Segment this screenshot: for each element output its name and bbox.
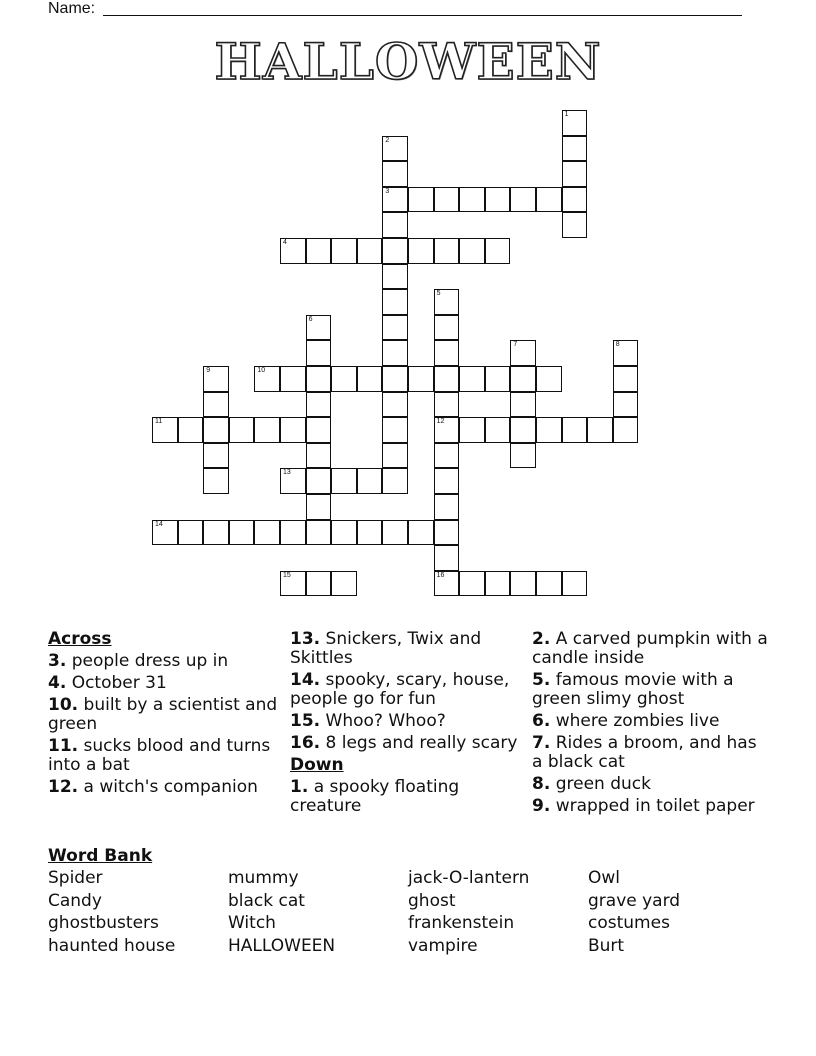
grid-cell[interactable] bbox=[613, 392, 639, 418]
puzzle-title: HALLOWEEN bbox=[214, 32, 602, 91]
grid-cell[interactable] bbox=[510, 366, 536, 392]
word-bank-item: haunted house bbox=[48, 935, 176, 956]
grid-cell[interactable] bbox=[434, 392, 460, 418]
clue-across-10: 10. built by a scientist and green bbox=[48, 695, 278, 734]
grid-cell[interactable] bbox=[178, 520, 204, 546]
grid-cell[interactable] bbox=[434, 366, 460, 392]
grid-cell[interactable] bbox=[306, 238, 332, 264]
grid-cell[interactable] bbox=[408, 366, 434, 392]
grid-cell[interactable] bbox=[382, 443, 408, 469]
grid-cell[interactable] bbox=[510, 340, 536, 366]
grid-cell[interactable] bbox=[306, 340, 332, 366]
clue-across-3: 3. people dress up in bbox=[48, 651, 229, 671]
grid-cell[interactable] bbox=[382, 161, 408, 187]
grid-cell[interactable] bbox=[331, 571, 357, 597]
word-bank-item: frankenstein bbox=[408, 913, 515, 933]
grid-cell[interactable] bbox=[306, 494, 332, 520]
grid-cell[interactable] bbox=[254, 366, 280, 392]
across-heading: Across bbox=[48, 629, 112, 649]
clue-down-2: 2. A carved pumpkin with a candle inside bbox=[532, 629, 768, 668]
grid-cell[interactable] bbox=[510, 187, 536, 213]
word-bank-item: jack-O-lantern bbox=[408, 868, 530, 888]
grid-cell[interactable] bbox=[434, 289, 460, 315]
grid-cell[interactable] bbox=[203, 366, 229, 392]
grid-cell[interactable] bbox=[434, 315, 460, 341]
word-bank-item: Witch bbox=[228, 913, 276, 933]
grid-cell[interactable] bbox=[382, 340, 408, 366]
grid-cell[interactable] bbox=[562, 110, 588, 136]
clue-down-5: 5. famous movie with a green slimy ghost bbox=[532, 670, 734, 709]
grid-cell[interactable] bbox=[306, 366, 332, 392]
clue-across-15: 15. Whoo? Whoo? bbox=[290, 711, 446, 731]
grid-cell[interactable] bbox=[485, 571, 511, 597]
word-bank-column-3 bbox=[408, 867, 529, 957]
clue-across-11: 11. sucks blood and turns into a bat bbox=[48, 736, 271, 775]
clues-column-3 bbox=[532, 630, 772, 819]
grid-cell[interactable] bbox=[280, 238, 306, 264]
clue-number: 8 bbox=[615, 341, 620, 349]
clue-number: 12 bbox=[436, 418, 445, 426]
grid-cell[interactable] bbox=[434, 545, 460, 571]
clue-down-1: 1. a spooky floating creature bbox=[290, 777, 460, 816]
grid-cell[interactable] bbox=[382, 238, 408, 264]
grid-cell[interactable] bbox=[562, 571, 588, 597]
name-label: Name: bbox=[48, 0, 96, 17]
grid-cell[interactable] bbox=[280, 417, 306, 443]
grid-cell[interactable] bbox=[434, 417, 460, 443]
clue-down-6: 6. where zombies live bbox=[532, 711, 720, 731]
grid-cell[interactable] bbox=[306, 417, 332, 443]
grid-cell[interactable] bbox=[562, 187, 588, 213]
grid-cell[interactable] bbox=[613, 340, 639, 366]
grid-cell[interactable] bbox=[510, 571, 536, 597]
grid-cell[interactable] bbox=[459, 238, 485, 264]
grid-cell[interactable] bbox=[485, 238, 511, 264]
grid-cell[interactable] bbox=[434, 468, 460, 494]
word-bank-item: grave yard bbox=[588, 890, 681, 911]
grid-cell[interactable] bbox=[280, 468, 306, 494]
clue-number: 1 bbox=[564, 111, 569, 118]
word-bank-item: ghostbusters bbox=[48, 913, 159, 933]
clue-number: 5 bbox=[436, 290, 441, 298]
grid-cell[interactable] bbox=[408, 187, 434, 213]
grid-cell[interactable] bbox=[229, 520, 255, 546]
grid-cell[interactable] bbox=[510, 392, 536, 418]
grid-cell[interactable] bbox=[536, 417, 562, 443]
grid-cell[interactable] bbox=[306, 520, 332, 546]
word-bank-item: HALLOWEEN bbox=[228, 935, 336, 956]
grid-cell[interactable] bbox=[382, 366, 408, 392]
word-bank-item: black cat bbox=[228, 890, 305, 911]
word-bank-item: vampire bbox=[408, 935, 478, 956]
clue-number: 11 bbox=[155, 418, 163, 426]
word-bank-column-2 bbox=[228, 867, 335, 957]
grid-cell[interactable] bbox=[434, 494, 460, 520]
clue-number: 2 bbox=[385, 136, 390, 144]
word-bank-item: ghost bbox=[408, 890, 456, 911]
clue-across-12: 12. a witch's companion bbox=[48, 777, 258, 797]
grid-cell[interactable] bbox=[280, 520, 306, 546]
word-bank-item: mummy bbox=[228, 868, 299, 888]
grid-cell[interactable] bbox=[613, 417, 639, 443]
grid-cell[interactable] bbox=[434, 571, 460, 597]
clue-number: 15 bbox=[283, 571, 291, 579]
grid-cell[interactable] bbox=[485, 187, 511, 213]
grid-cell[interactable] bbox=[254, 520, 280, 546]
grid-cell[interactable] bbox=[382, 520, 408, 546]
grid-cell[interactable] bbox=[485, 366, 511, 392]
grid-cell[interactable] bbox=[280, 571, 306, 597]
grid-cell[interactable] bbox=[536, 187, 562, 213]
grid-cell[interactable] bbox=[382, 315, 408, 341]
grid-cell[interactable] bbox=[536, 366, 562, 392]
grid-cell[interactable] bbox=[331, 238, 357, 264]
clue-across-4: 4. October 31 bbox=[48, 673, 167, 693]
grid-cell[interactable] bbox=[434, 238, 460, 264]
grid-cell[interactable] bbox=[459, 417, 485, 443]
word-bank-item: Spider bbox=[48, 868, 103, 888]
grid-cell[interactable] bbox=[152, 417, 178, 443]
grid-cell[interactable] bbox=[459, 571, 485, 597]
word-bank-item: Burt bbox=[588, 935, 625, 956]
word-bank-column-4 bbox=[588, 867, 680, 957]
clue-number: 4 bbox=[283, 239, 287, 246]
clue-across-13: 13. Snickers, Twix and Skittles bbox=[290, 629, 482, 668]
grid-cell[interactable] bbox=[229, 417, 255, 443]
grid-cell[interactable] bbox=[434, 340, 460, 366]
clue-number: 14 bbox=[155, 520, 163, 528]
clue-number: 6 bbox=[308, 315, 313, 323]
clue-number: 9 bbox=[206, 367, 211, 374]
grid-cell[interactable] bbox=[382, 212, 408, 238]
grid-cell[interactable] bbox=[382, 264, 408, 290]
grid-cell[interactable] bbox=[382, 187, 408, 213]
grid-cell[interactable] bbox=[382, 417, 408, 443]
word-bank-column-1 bbox=[48, 867, 175, 957]
grid-cell[interactable] bbox=[562, 417, 588, 443]
grid-cell[interactable] bbox=[203, 417, 229, 443]
grid-cell[interactable] bbox=[357, 238, 383, 264]
grid-cell[interactable] bbox=[434, 443, 460, 469]
clues-column-2 bbox=[290, 630, 522, 819]
grid-cell[interactable] bbox=[306, 571, 332, 597]
grid-cell[interactable] bbox=[408, 238, 434, 264]
grid-cell[interactable] bbox=[613, 366, 639, 392]
grid-cell[interactable] bbox=[434, 187, 460, 213]
grid-cell[interactable] bbox=[357, 366, 383, 392]
grid-cell[interactable] bbox=[280, 366, 306, 392]
grid-cell[interactable] bbox=[459, 366, 485, 392]
word-bank-item: Owl bbox=[588, 868, 621, 888]
grid-cell[interactable] bbox=[306, 468, 332, 494]
grid-cell[interactable] bbox=[203, 443, 229, 469]
grid-cell[interactable] bbox=[203, 520, 229, 546]
clue-across-14: 14. spooky, scary, house, people go for fun bbox=[290, 670, 510, 709]
grid-cell[interactable] bbox=[306, 443, 332, 469]
grid-cell[interactable] bbox=[357, 520, 383, 546]
grid-cell[interactable] bbox=[562, 136, 588, 162]
grid-cell[interactable] bbox=[203, 392, 229, 418]
grid-cell[interactable] bbox=[306, 392, 332, 418]
grid-cell[interactable] bbox=[536, 571, 562, 597]
grid-cell[interactable] bbox=[562, 212, 588, 238]
grid-cell[interactable] bbox=[382, 136, 408, 162]
grid-cell[interactable] bbox=[331, 366, 357, 392]
clue-across-16: 16. 8 legs and really scary bbox=[290, 733, 518, 753]
clue-number: 16 bbox=[436, 571, 445, 579]
clue-number: 13 bbox=[283, 469, 291, 477]
name-line[interactable] bbox=[103, 15, 742, 16]
grid-cell[interactable] bbox=[587, 417, 613, 443]
grid-cell[interactable] bbox=[306, 315, 332, 341]
grid-cell[interactable] bbox=[510, 443, 536, 469]
grid-cell[interactable] bbox=[152, 520, 178, 546]
clue-number: 3 bbox=[385, 187, 390, 195]
grid-cell[interactable] bbox=[331, 520, 357, 546]
grid-cell[interactable] bbox=[382, 468, 408, 494]
clue-down-9: 9. wrapped in toilet paper bbox=[532, 796, 755, 816]
grid-cell[interactable] bbox=[331, 468, 357, 494]
grid-cell[interactable] bbox=[562, 161, 588, 187]
grid-cell[interactable] bbox=[254, 417, 280, 443]
word-bank-item: Candy bbox=[48, 890, 102, 911]
name-row bbox=[48, 0, 95, 18]
grid-cell[interactable] bbox=[434, 520, 460, 546]
word-bank-item: costumes bbox=[588, 913, 670, 933]
grid-cell[interactable] bbox=[203, 468, 229, 494]
clue-number: 10 bbox=[257, 367, 266, 374]
word-bank-title: Word Bank bbox=[48, 846, 153, 866]
clues-column-1 bbox=[48, 630, 278, 800]
clue-down-7: 7. Rides a broom, and has a black cat bbox=[532, 733, 757, 772]
grid-cell[interactable] bbox=[459, 187, 485, 213]
down-heading: Down bbox=[290, 755, 344, 775]
clue-number: 7 bbox=[513, 341, 518, 349]
grid-cell[interactable] bbox=[357, 468, 383, 494]
clue-down-8: 8. green duck bbox=[532, 774, 651, 794]
grid-cell[interactable] bbox=[510, 417, 536, 443]
grid-cell[interactable] bbox=[408, 520, 434, 546]
grid-cell[interactable] bbox=[485, 417, 511, 443]
grid-cell[interactable] bbox=[382, 289, 408, 315]
grid-cell[interactable] bbox=[178, 417, 204, 443]
grid-cell[interactable] bbox=[382, 392, 408, 418]
